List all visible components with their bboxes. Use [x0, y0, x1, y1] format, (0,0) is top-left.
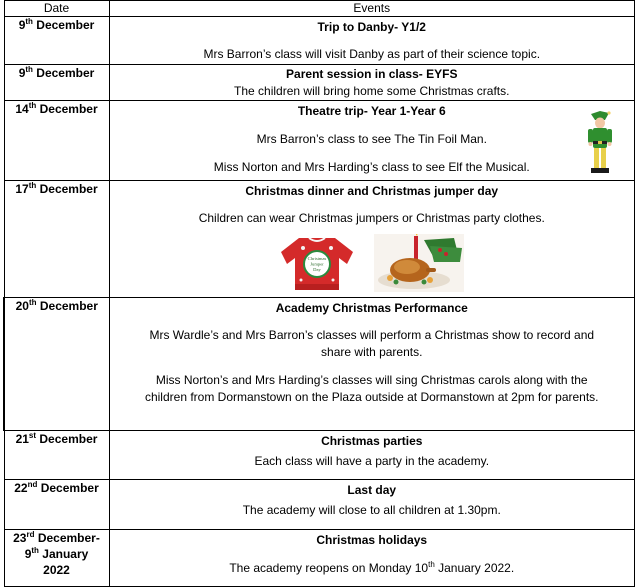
event-text: Miss Norton and Mrs Harding’s class to see Elf the Musical. [213, 160, 530, 174]
event-text: Miss Norton’s and Mrs Harding’s classes will sing Christmas carols along with the [155, 373, 588, 387]
date-suffix: rd [26, 530, 35, 539]
event-text-part: January 2022. [434, 561, 515, 575]
event-text-part: The academy reopens on Monday 10 [229, 561, 429, 575]
event-text: The children will bring home some Christmas crafts. [234, 84, 510, 98]
event-text: Each class will have a party in the academy. [254, 454, 490, 468]
date-suffix: nd [27, 480, 38, 489]
table-row [4, 17, 635, 65]
date-cell [4, 181, 109, 298]
event-cell [109, 181, 635, 298]
jumper-text-2: Jumper [309, 261, 324, 267]
date-cell [4, 101, 109, 181]
christmas-dinner-image [374, 234, 464, 292]
table-row [4, 101, 635, 181]
date-suffix: th [28, 181, 37, 190]
event-title: Christmas dinner and Christmas jumper day [245, 184, 499, 198]
date-day: 21 [15, 432, 29, 446]
date-cell [4, 65, 109, 101]
event-title: Parent session in class- EYFS [286, 67, 458, 81]
date-day: 9 [18, 18, 26, 32]
date-line-3: 2022 [43, 563, 70, 577]
date-month: December [37, 481, 99, 495]
table-row [4, 480, 635, 530]
header-row [4, 1, 635, 17]
event-title: Christmas holidays [316, 533, 428, 547]
date-line-2 [5, 546, 109, 562]
date-day: 9 [24, 547, 32, 561]
date-day: 22 [14, 481, 28, 495]
event-cell [109, 480, 635, 530]
event-cell [109, 298, 635, 431]
date-suffix: th [25, 65, 33, 74]
event-text [110, 560, 635, 577]
date-cell [4, 298, 109, 431]
date-day: 20 [15, 299, 29, 313]
event-cell [109, 530, 635, 587]
date-month: December [36, 299, 98, 313]
date-month: January [38, 547, 89, 561]
date-day: 23 [13, 531, 27, 545]
jumper-text-1: Christmas [307, 256, 326, 261]
jumper-text-3: Day [312, 267, 321, 272]
event-title: Last day [347, 483, 397, 497]
date-month: December [36, 182, 98, 196]
date-suffix: st [28, 431, 37, 440]
date-suffix: th [25, 17, 33, 26]
event-title: Theatre trip- Year 1-Year 6 [297, 104, 446, 118]
elf-image [582, 111, 618, 177]
table-row [4, 298, 635, 431]
event-text: Children can wear Christmas jumpers or Christmas party clothes. [198, 211, 545, 225]
date-cell [4, 530, 109, 587]
event-text: share with parents. [321, 345, 423, 359]
event-title: Academy Christmas Performance [275, 301, 468, 315]
table-row [4, 530, 635, 587]
date-day: 9 [18, 66, 26, 80]
date-day: 14 [15, 102, 29, 116]
date-month: December [36, 102, 98, 116]
date-line-1 [5, 530, 109, 546]
date-header: Date [4, 1, 109, 17]
event-cell [109, 101, 635, 181]
table-row [4, 431, 635, 480]
event-text: Mrs Barron’s class to see The Tin Foil Man. [256, 132, 487, 146]
event-images [110, 234, 635, 292]
date-suffix: th [31, 546, 39, 555]
event-title: Trip to Danby- Y1/2 [317, 20, 426, 34]
events-header: Events [109, 1, 635, 17]
event-cell [109, 431, 635, 480]
date-cell [4, 480, 109, 530]
table-row [4, 181, 635, 298]
event-title: Christmas parties [321, 434, 423, 448]
date-cell [4, 431, 109, 480]
table-row [4, 65, 635, 101]
event-text-suffix: th [428, 560, 435, 569]
date-month: December [32, 18, 95, 32]
date-day: 17 [15, 182, 29, 196]
event-text: The academy will close to all children at 1.30pm. [242, 503, 501, 517]
date-cell [4, 17, 109, 65]
date-month: December [36, 432, 98, 446]
event-text: Mrs Wardle’s and Mrs Barron’s classes will perform a Christmas show to record and [149, 328, 595, 342]
event-cell [109, 65, 635, 101]
event-text: children from Dormanstown on the Plaza outside at Dormanstown at 2pm for parents. [144, 390, 599, 404]
christmas-jumper-image [277, 234, 357, 292]
events-table [3, 0, 635, 587]
date-suffix: th [28, 298, 37, 307]
date-month: December [32, 66, 95, 80]
date-suffix: th [28, 101, 37, 110]
event-text: Mrs Barron’s class will visit Danby as part of their science topic. [203, 47, 541, 61]
event-cell [109, 17, 635, 65]
date-month: December- [34, 531, 100, 545]
